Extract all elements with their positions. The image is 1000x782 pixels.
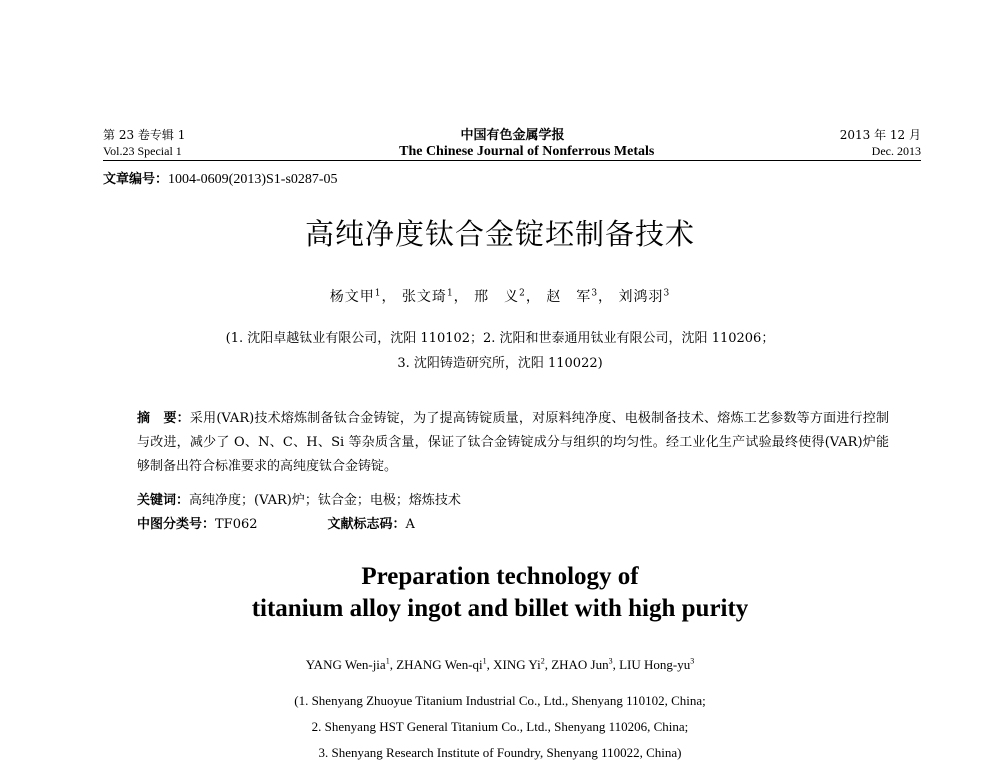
journal-title-cn: 中国有色金属学报 bbox=[460, 128, 565, 143]
doc-code-value: A bbox=[405, 517, 415, 532]
journal-title-en: The Chinese Journal of Nonferrous Metals bbox=[399, 144, 655, 159]
author-cn: 刘鸿羽$^3$ bbox=[618, 288, 671, 305]
affiliation-en-line1: (1. Shenyang Zhuoyue Titanium Industrial Co., Ltd., Shenyang 110102, China; bbox=[294, 693, 706, 708]
affiliation-en-line2: 2. Shenyang HST General Titanium Co., Ltd., Shenyang 110206, China; bbox=[311, 719, 689, 734]
author-en: XING Yi$^2$, bbox=[493, 657, 552, 673]
article-number bbox=[103, 168, 338, 188]
author-cn: 赵 军$^3$， bbox=[546, 288, 614, 305]
author-cn: 杨文甲$^1$， bbox=[329, 288, 397, 305]
article-number-label: 文章编号： bbox=[103, 172, 169, 187]
abstract-text: 采用(VAR)技术熔炼制备钛合金铸锭，为了提高铸锭质量，对原料纯净度、电极制备技术、熔炼工艺参数等方面进行控制与改进，减少了 O、N、C、H、Si 等杂质含量，保证了钛合金铸锭成分与组织的均匀性。经工业化生产试验最终使得(VAR)炉能够制备出符合标准要求的高纯度钛合金铸锭。 bbox=[137, 411, 889, 474]
abstract-label: 摘 要： bbox=[137, 411, 190, 426]
header-rule bbox=[103, 160, 921, 161]
paper-title-cn: 高纯净度钛合金锭坯制备技术 bbox=[304, 217, 695, 251]
keywords-label: 关键词： bbox=[137, 493, 190, 508]
doc-code-label: 文献标志码： bbox=[327, 517, 406, 532]
keywords-text: 高纯净度；(VAR)炉；钛合金；电极；熔炼技术 bbox=[189, 493, 461, 508]
volume-en: Vol.23 Special 1 bbox=[103, 144, 182, 158]
author-list-cn bbox=[0, 286, 1000, 306]
date-en: Dec. 2013 bbox=[871, 144, 921, 158]
affiliation-en-line3: 3. Shenyang Research Institute of Foundry, Shenyang 110022, China) bbox=[318, 745, 682, 760]
running-header-cn bbox=[103, 124, 921, 143]
affiliation-cn-line2: 3. 沈阳铸造研究所，沈阳 110022) bbox=[397, 356, 603, 371]
abstract-cn bbox=[137, 407, 889, 479]
keywords-cn bbox=[137, 489, 461, 508]
paper-title-en-line2: titanium alloy ingot and billet with high purity bbox=[251, 595, 749, 622]
clc-value: TF062 bbox=[215, 517, 258, 532]
affiliation-cn-line1: (1. 沈阳卓越钛业有限公司，沈阳 110102；2. 沈阳和世泰通用钛业有限公司，沈阳 110206； bbox=[225, 331, 775, 346]
author-en: LIU Hong-$yu^3$ bbox=[619, 657, 695, 673]
clc-code bbox=[137, 513, 258, 532]
author-list-en bbox=[0, 657, 1000, 673]
date-cn: 2013 年 12 月 bbox=[839, 128, 921, 142]
clc-label: 中图分类号： bbox=[137, 517, 216, 532]
document-code bbox=[328, 513, 415, 532]
author-cn: 张文琦$^1$， bbox=[401, 288, 469, 305]
article-number-value: 1004-0609(2013)S1-s0287-05 bbox=[168, 172, 338, 187]
author-en: YANG Wen-jia$^1$, bbox=[305, 657, 397, 673]
classification-line bbox=[137, 513, 415, 532]
author-en: ZHANG Wen-$qi^1$, bbox=[396, 657, 494, 673]
running-header-en bbox=[103, 144, 921, 160]
paper-title-en-line1: Preparation technology of bbox=[361, 563, 639, 590]
volume-cn: 第 23 卷专辑 1 bbox=[103, 128, 186, 142]
author-cn: 邢 义$^2$， bbox=[474, 288, 541, 305]
author-en: ZHAO Jun$^3$, bbox=[551, 657, 620, 673]
